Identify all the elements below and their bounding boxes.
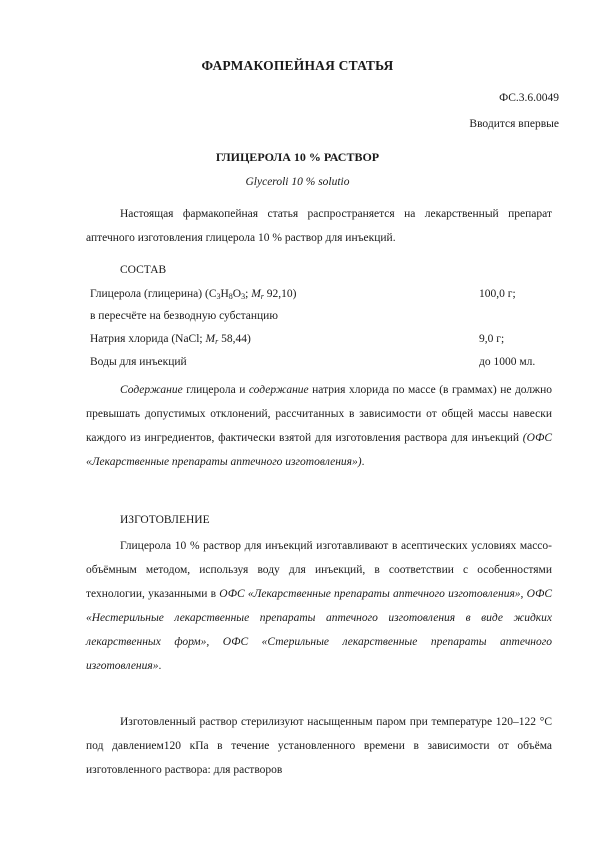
composition-row-nacl: Натрия хлорида (NaCl; $M_r$ 58,44) [90, 333, 251, 346]
composition-amount-water: до 1000 мл. [479, 356, 536, 368]
composition-row-note: в пересчёте на безводную субстанцию [90, 310, 278, 322]
article-subtitle: ГЛИЦЕРОЛА 10 % РАСТВОР [215, 150, 380, 164]
composition-amount-glycerol: 100,0 г; [479, 288, 516, 300]
page-title: ФАРМАКОПЕЙНАЯ СТАТЬЯ [201, 58, 394, 73]
manufacture-paragraph-1: Глицерола 10 % раствор для инъекций изготавливают в асептических условиях массо-объёмным методом, используя воду для инъекций, в соответствии с особенностями технологии, указанными в ОФС «Лекарственные препараты аптечного изготовления», ОФС «Нестерильные лекарственные препараты аптечного изготовления в виде жидких лекарственных форм», ОФС «Стерильные лекарственные препараты аптечного изготовления». [86, 540, 552, 672]
latin-name: Glyceroli 10 % solutio [245, 176, 350, 188]
document-code: ФС.3.6.0049 [499, 92, 559, 104]
composition-row-water: Воды для инъекций [90, 356, 187, 368]
content-paragraph: Содержание глицерола и содержание натрия хлорида по массе (в граммах) не должно превышать допустимых отклонений, рассчитанных в зависимости от общей массы навески каждого из ингредиентов, фактически взятой для изготовления раствора для инъекций (ОФС «Лекарственные препараты аптечного изготовления»). [86, 384, 552, 468]
composition-heading: СОСТАВ [120, 264, 167, 276]
composition-amount-nacl: 9,0 г; [479, 333, 505, 345]
manufacture-heading: ИЗГОТОВЛЕНИЕ [120, 514, 210, 526]
intro-paragraph: Настоящая фармакопейная статья распространяется на лекарственный препарат аптечного изготовления глицерола 10 % раствор для инъекций. [86, 208, 552, 244]
introduced-note: Вводится впервые [469, 118, 559, 130]
composition-row-glycerol: Глицерола (глицерина) ($C_3H_8O_3$; $M_r$ 92,10) [90, 288, 297, 301]
manufacture-paragraph-2: Изготовленный раствор стерилизуют насыщенным паром при температуре 120–122 °С под давлением120 кПа в течение установленного времени в зависимости от объёма изготовленного раствора: для растворов [86, 716, 552, 776]
